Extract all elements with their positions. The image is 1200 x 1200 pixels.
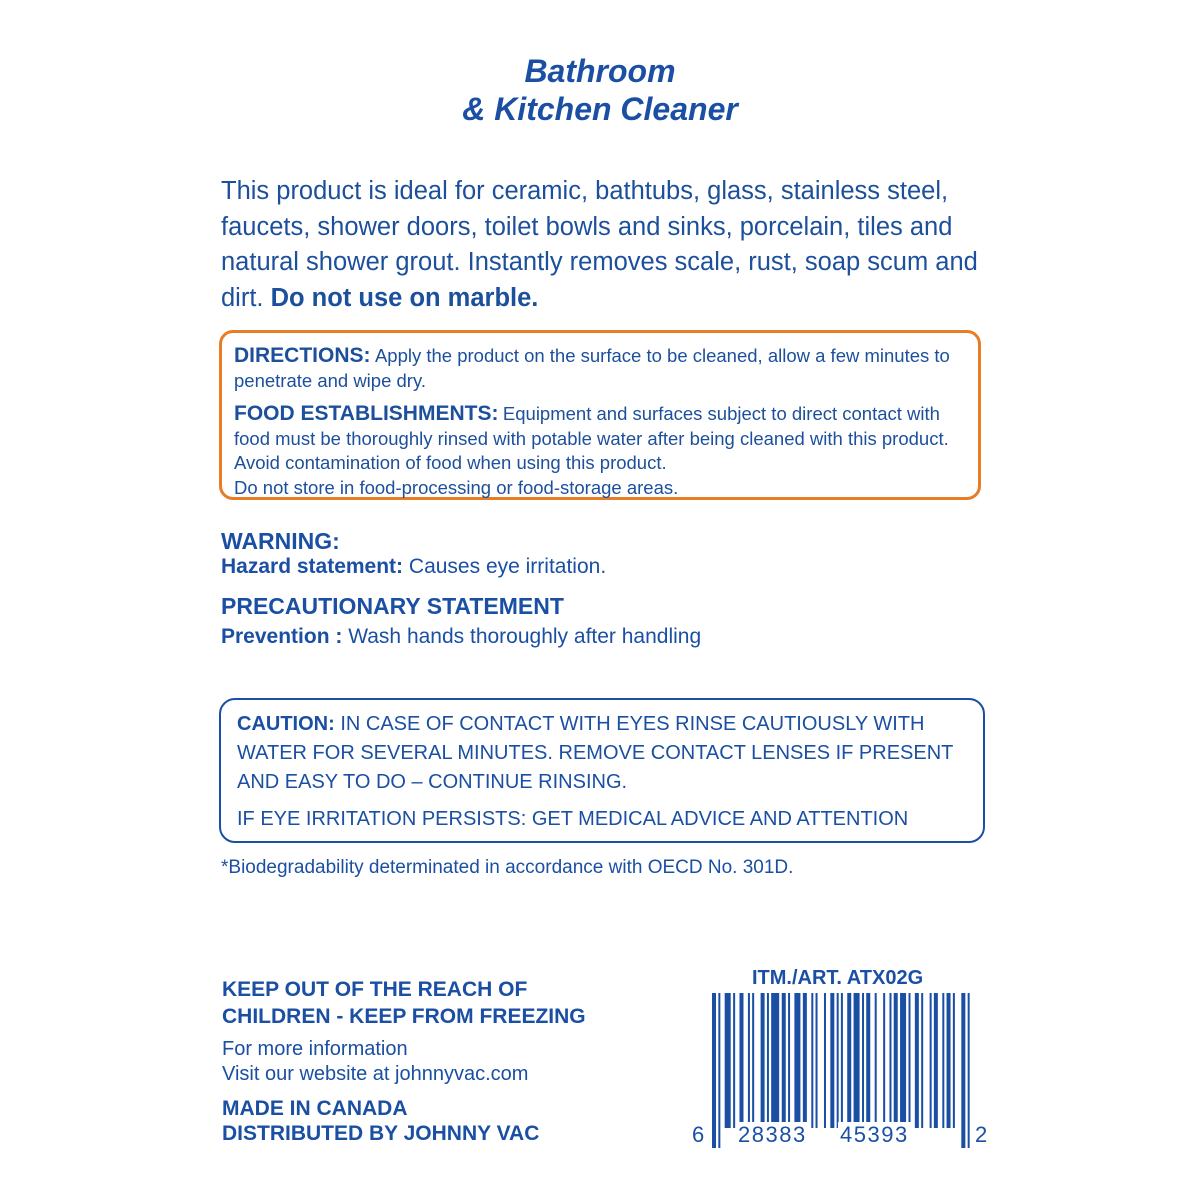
barcode-bar (900, 993, 906, 1128)
precautionary-heading: PRECAUTIONARY STATEMENT (221, 593, 564, 619)
product-title-line2: & Kitchen Cleaner (462, 91, 738, 127)
barcode-bar (733, 993, 735, 1128)
keep-out-notice (222, 976, 586, 1030)
marble-warning: Do not use on marble. (270, 283, 539, 312)
barcode-bar (953, 993, 955, 1128)
barcode-bar (811, 993, 813, 1128)
barcode-bar (816, 993, 818, 1128)
barcode-bar (915, 993, 919, 1128)
barcode-bar (788, 993, 790, 1128)
barcode-bar (934, 993, 938, 1128)
barcode-bar (894, 993, 898, 1128)
barcode-bar (862, 993, 864, 1128)
website-line: Visit our website at johnnyvac.com (222, 1063, 529, 1085)
warning-heading: WARNING: (221, 528, 340, 554)
keep-out-line1: KEEP OUT OF THE REACH OF (222, 978, 528, 1001)
item-number: ITM./ART. ATX02G (752, 967, 924, 989)
barcode-bar (830, 993, 834, 1128)
caution-persists-note: IF EYE IRRITATION PERSISTS: GET MEDICAL ADVICE AND ATTENTION (237, 808, 909, 830)
barcode-bar (771, 993, 779, 1128)
prevention-statement (221, 624, 701, 650)
barcode-bar (909, 993, 911, 1128)
origin-block (222, 1096, 539, 1146)
barcode-digits (690, 1122, 990, 1154)
more-info-line1: For more information (222, 1038, 408, 1060)
barcode-bar (837, 993, 839, 1128)
barcode-bar (782, 993, 786, 1128)
barcode-bar (739, 993, 743, 1128)
directions-section (234, 345, 974, 394)
barcode-bar (803, 993, 807, 1128)
barcode-bar (875, 993, 877, 1128)
barcode-bar (761, 993, 765, 1128)
food-establishments-heading: FOOD ESTABLISHMENTS: (234, 402, 499, 425)
barcode-bar (725, 993, 731, 1128)
prevention-text: Wash hands thoroughly after handling (348, 625, 702, 648)
hazard-text: Causes eye irritation. (408, 555, 607, 578)
made-in-label: MADE IN CANADA (222, 1097, 408, 1120)
product-description-text: This product is ideal for ceramic, bathtubs, glass, stainless steel, faucets, shower doors, toilet bowls and sinks, porcelain, tiles and natural shower grout. Instantly removes scale, rust, soap scum and dirt. (221, 177, 978, 312)
caution-label: CAUTION: (237, 713, 335, 735)
barcode-bar (947, 993, 951, 1128)
barcode-bar (883, 993, 885, 1128)
barcode-bar (752, 993, 754, 1128)
barcode-bar (889, 993, 891, 1128)
barcode-bar (748, 993, 750, 1128)
barcode-digits-group-b: 45393 (840, 1122, 909, 1147)
barcode-digit-left: 6 (692, 1122, 705, 1147)
product-title-line1: Bathroom (524, 53, 676, 89)
food-establishments-section (234, 403, 974, 501)
barcode-bar (930, 993, 932, 1128)
barcode-bar (866, 993, 870, 1128)
barcode-bar (794, 993, 800, 1128)
food-storage-note: Do not store in food-processing or food-storage areas. (234, 476, 679, 498)
barcode-digits-group-a: 28383 (738, 1122, 807, 1147)
barcode-bar (921, 993, 923, 1128)
barcode-digit-right: 2 (975, 1122, 988, 1147)
prevention-label: Prevention : (221, 625, 343, 648)
keep-out-line2: CHILDREN - KEEP FROM FREEZING (222, 1005, 586, 1028)
product-description (221, 174, 1001, 316)
biodegradability-footnote: *Biodegradability determinated in accordance with OECD No. 301D. (221, 857, 794, 878)
caution-statement (237, 710, 967, 797)
product-title (0, 52, 1200, 128)
directions-heading: DIRECTIONS: (234, 344, 371, 367)
hazard-statement (221, 554, 606, 580)
barcode-bar (942, 993, 944, 1128)
hazard-label: Hazard statement: (221, 555, 404, 578)
barcode-bar (767, 993, 769, 1128)
caution-text: IN CASE OF CONTACT WITH EYES RINSE CAUTIOUSLY WITH WATER FOR SEVERAL MINUTES. REMOVE CONTACT LENSES IF PRESENT AND EASY TO DO – CONTINUE RINSING. (237, 713, 954, 793)
distributor-label: DISTRIBUTED BY JOHNNY VAC (222, 1122, 540, 1145)
barcode-bar (824, 993, 826, 1128)
directions-text: Apply the product on the surface to be cleaned, allow a few minutes to penetrate and wipe dry. (234, 345, 950, 391)
more-information (222, 1037, 528, 1087)
food-establishments-text: Equipment and surfaces subject to direct contact with food must be thoroughly rinsed with potable water after being cleaned with this product. Avoid contamination of food when using this product. (234, 403, 949, 473)
barcode-bar (854, 993, 860, 1128)
